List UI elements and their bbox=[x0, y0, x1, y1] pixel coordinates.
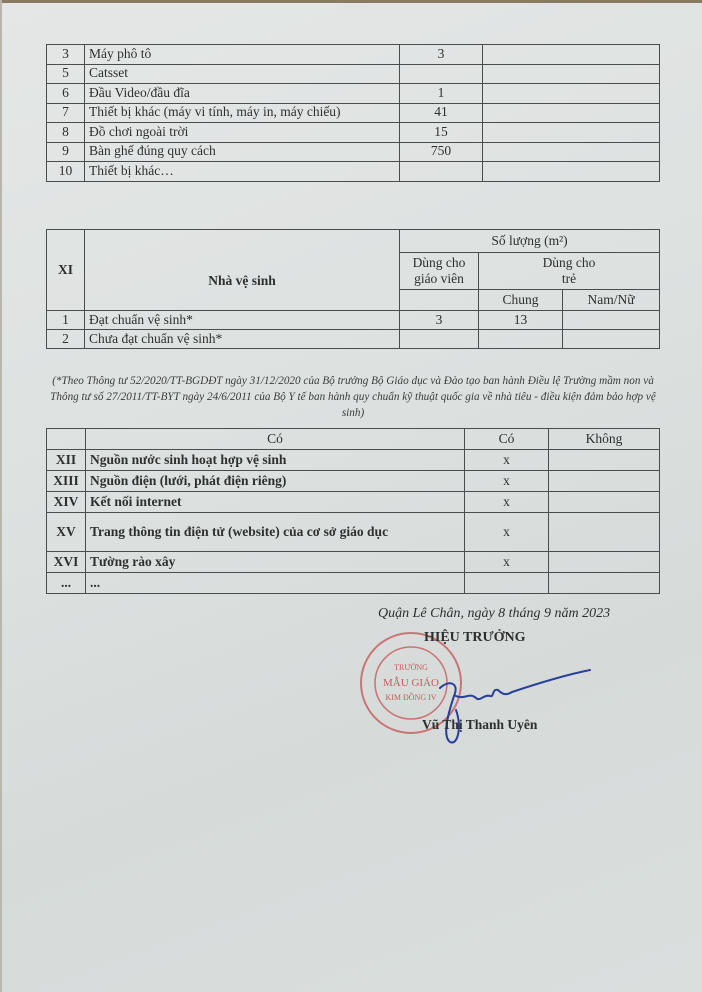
table-row bbox=[47, 123, 660, 143]
photo-top-edge bbox=[0, 0, 702, 3]
table-row bbox=[47, 330, 660, 349]
empty-cell bbox=[400, 290, 479, 311]
item-note bbox=[483, 123, 660, 143]
teacher-value bbox=[400, 330, 479, 349]
item-name: Catsset bbox=[85, 64, 400, 84]
table-row bbox=[47, 552, 660, 573]
no-value bbox=[549, 552, 660, 573]
row-number: 9 bbox=[47, 142, 85, 162]
gender-header: Nam/Nữ bbox=[563, 290, 660, 311]
row-number: XIII bbox=[47, 471, 86, 492]
table-row bbox=[47, 573, 660, 594]
common-header: Chung bbox=[479, 290, 563, 311]
item-note bbox=[483, 142, 660, 162]
row-number: 6 bbox=[47, 84, 85, 104]
row-number: 3 bbox=[47, 45, 85, 65]
row-number: XVI bbox=[47, 552, 86, 573]
yes-value: x bbox=[465, 513, 549, 552]
item-quantity: 15 bbox=[400, 123, 483, 143]
teacher-header: Dùng cho giáo viên bbox=[400, 253, 479, 290]
row-number: 1 bbox=[47, 311, 85, 330]
signature-date: Quận Lê Chân, ngày 8 tháng 9 năm 2023 bbox=[378, 606, 611, 621]
no-value bbox=[549, 471, 660, 492]
item-name: Thiết bị khác (máy vi tính, máy in, máy chiếu) bbox=[85, 103, 400, 123]
table-row bbox=[47, 471, 660, 492]
gender-value bbox=[563, 330, 660, 349]
item-note bbox=[483, 64, 660, 84]
header-no: Không bbox=[549, 429, 660, 450]
row-number: 8 bbox=[47, 123, 85, 143]
table-row bbox=[47, 513, 660, 552]
no-value bbox=[549, 450, 660, 471]
item-quantity: 3 bbox=[400, 45, 483, 65]
table-row bbox=[47, 162, 660, 182]
yes-value bbox=[465, 573, 549, 594]
row-number: 5 bbox=[47, 64, 85, 84]
yes-value: x bbox=[465, 552, 549, 573]
section-number: XI bbox=[47, 230, 85, 311]
row-number: 2 bbox=[47, 330, 85, 349]
item-name: Máy phô tô bbox=[85, 45, 400, 65]
row-number: XII bbox=[47, 450, 86, 471]
common-value: 13 bbox=[479, 311, 563, 330]
no-value bbox=[549, 492, 660, 513]
item-name: Thiết bị khác… bbox=[85, 162, 400, 182]
signer-title: HIỆU TRƯỞNG bbox=[424, 630, 526, 645]
row-name: Chưa đạt chuẩn vệ sinh* bbox=[85, 330, 400, 349]
item-quantity: 750 bbox=[400, 142, 483, 162]
row-name: Đạt chuẩn vệ sinh* bbox=[85, 311, 400, 330]
item-note bbox=[483, 84, 660, 104]
row-number: 7 bbox=[47, 103, 85, 123]
header-name: Có bbox=[86, 429, 465, 450]
gender-value bbox=[563, 311, 660, 330]
item-quantity bbox=[400, 64, 483, 84]
item-quantity: 1 bbox=[400, 84, 483, 104]
table-row bbox=[47, 311, 660, 330]
section-title: Nhà vệ sinh bbox=[85, 230, 400, 311]
stamp-text-line3: KIM ĐỒNG IV bbox=[385, 693, 437, 702]
item-quantity bbox=[400, 162, 483, 182]
item-name: Bàn ghế đúng quy cách bbox=[85, 142, 400, 162]
empty-cell bbox=[47, 429, 86, 450]
header-yes: Có bbox=[465, 429, 549, 450]
signer-name: Vũ Thị Thanh Uyên bbox=[422, 717, 538, 732]
item-name: Đồ chơi ngoài trời bbox=[85, 123, 400, 143]
row-number: 10 bbox=[47, 162, 85, 182]
yes-value: x bbox=[465, 450, 549, 471]
item-note bbox=[483, 45, 660, 65]
quantity-header-text: Số lượng (m²) bbox=[491, 232, 568, 248]
row-name: Nguồn điện (lưới, phát điện riêng) bbox=[86, 471, 465, 492]
table-row bbox=[47, 103, 660, 123]
table-row bbox=[47, 84, 660, 104]
row-number: ... bbox=[47, 573, 86, 594]
facilities-table bbox=[46, 428, 660, 594]
quantity-header bbox=[400, 230, 660, 253]
row-name: ... bbox=[86, 573, 465, 594]
table-row bbox=[47, 45, 660, 65]
table-header-row bbox=[47, 429, 660, 450]
row-name: Trang thông tin điện tử (website) của cơ sở giáo dục bbox=[86, 513, 465, 552]
item-quantity: 41 bbox=[400, 103, 483, 123]
photo-left-edge bbox=[0, 0, 2, 992]
row-name: Tường rào xây bbox=[86, 552, 465, 573]
yes-value: x bbox=[465, 492, 549, 513]
children-header: Dùng cho trẻ bbox=[479, 253, 660, 290]
stamp-text-line2: MẪU GIÁO bbox=[383, 677, 439, 689]
no-value bbox=[549, 513, 660, 552]
item-note bbox=[483, 162, 660, 182]
row-name: Nguồn nước sinh hoạt hợp vệ sinh bbox=[86, 450, 465, 471]
teacher-value: 3 bbox=[400, 311, 479, 330]
common-value bbox=[479, 330, 563, 349]
table-row bbox=[47, 142, 660, 162]
equipment-table bbox=[46, 44, 660, 182]
no-value bbox=[549, 573, 660, 594]
row-name: Kết nối internet bbox=[86, 492, 465, 513]
table-row bbox=[47, 492, 660, 513]
table-row bbox=[47, 450, 660, 471]
toilet-table bbox=[46, 229, 660, 349]
item-name: Đầu Video/đầu đĩa bbox=[85, 84, 400, 104]
table-row bbox=[47, 64, 660, 84]
stamp-text-line1: TRƯỜNG bbox=[394, 663, 428, 672]
item-note bbox=[483, 103, 660, 123]
row-number: XV bbox=[47, 513, 86, 552]
footnote: (*Theo Thông tư 52/2020/TT-BGDĐT ngày 31/12/2020 của Bộ trưởng Bộ Giáo dục và Đào tạo ban hành Điều lệ Trường mầm non và Thông tư số 27/2011/TT-BYT ngày 24/6/2011 của Bộ Y tế ban hành quy chuẩn kỹ thuật quốc gia về nhà tiêu - điều kiện đảm bảo hợp vệ sinh) bbox=[50, 375, 656, 419]
table-header-row bbox=[47, 230, 660, 253]
row-number: XIV bbox=[47, 492, 86, 513]
handwritten-signature-icon bbox=[420, 666, 600, 746]
yes-value: x bbox=[465, 471, 549, 492]
